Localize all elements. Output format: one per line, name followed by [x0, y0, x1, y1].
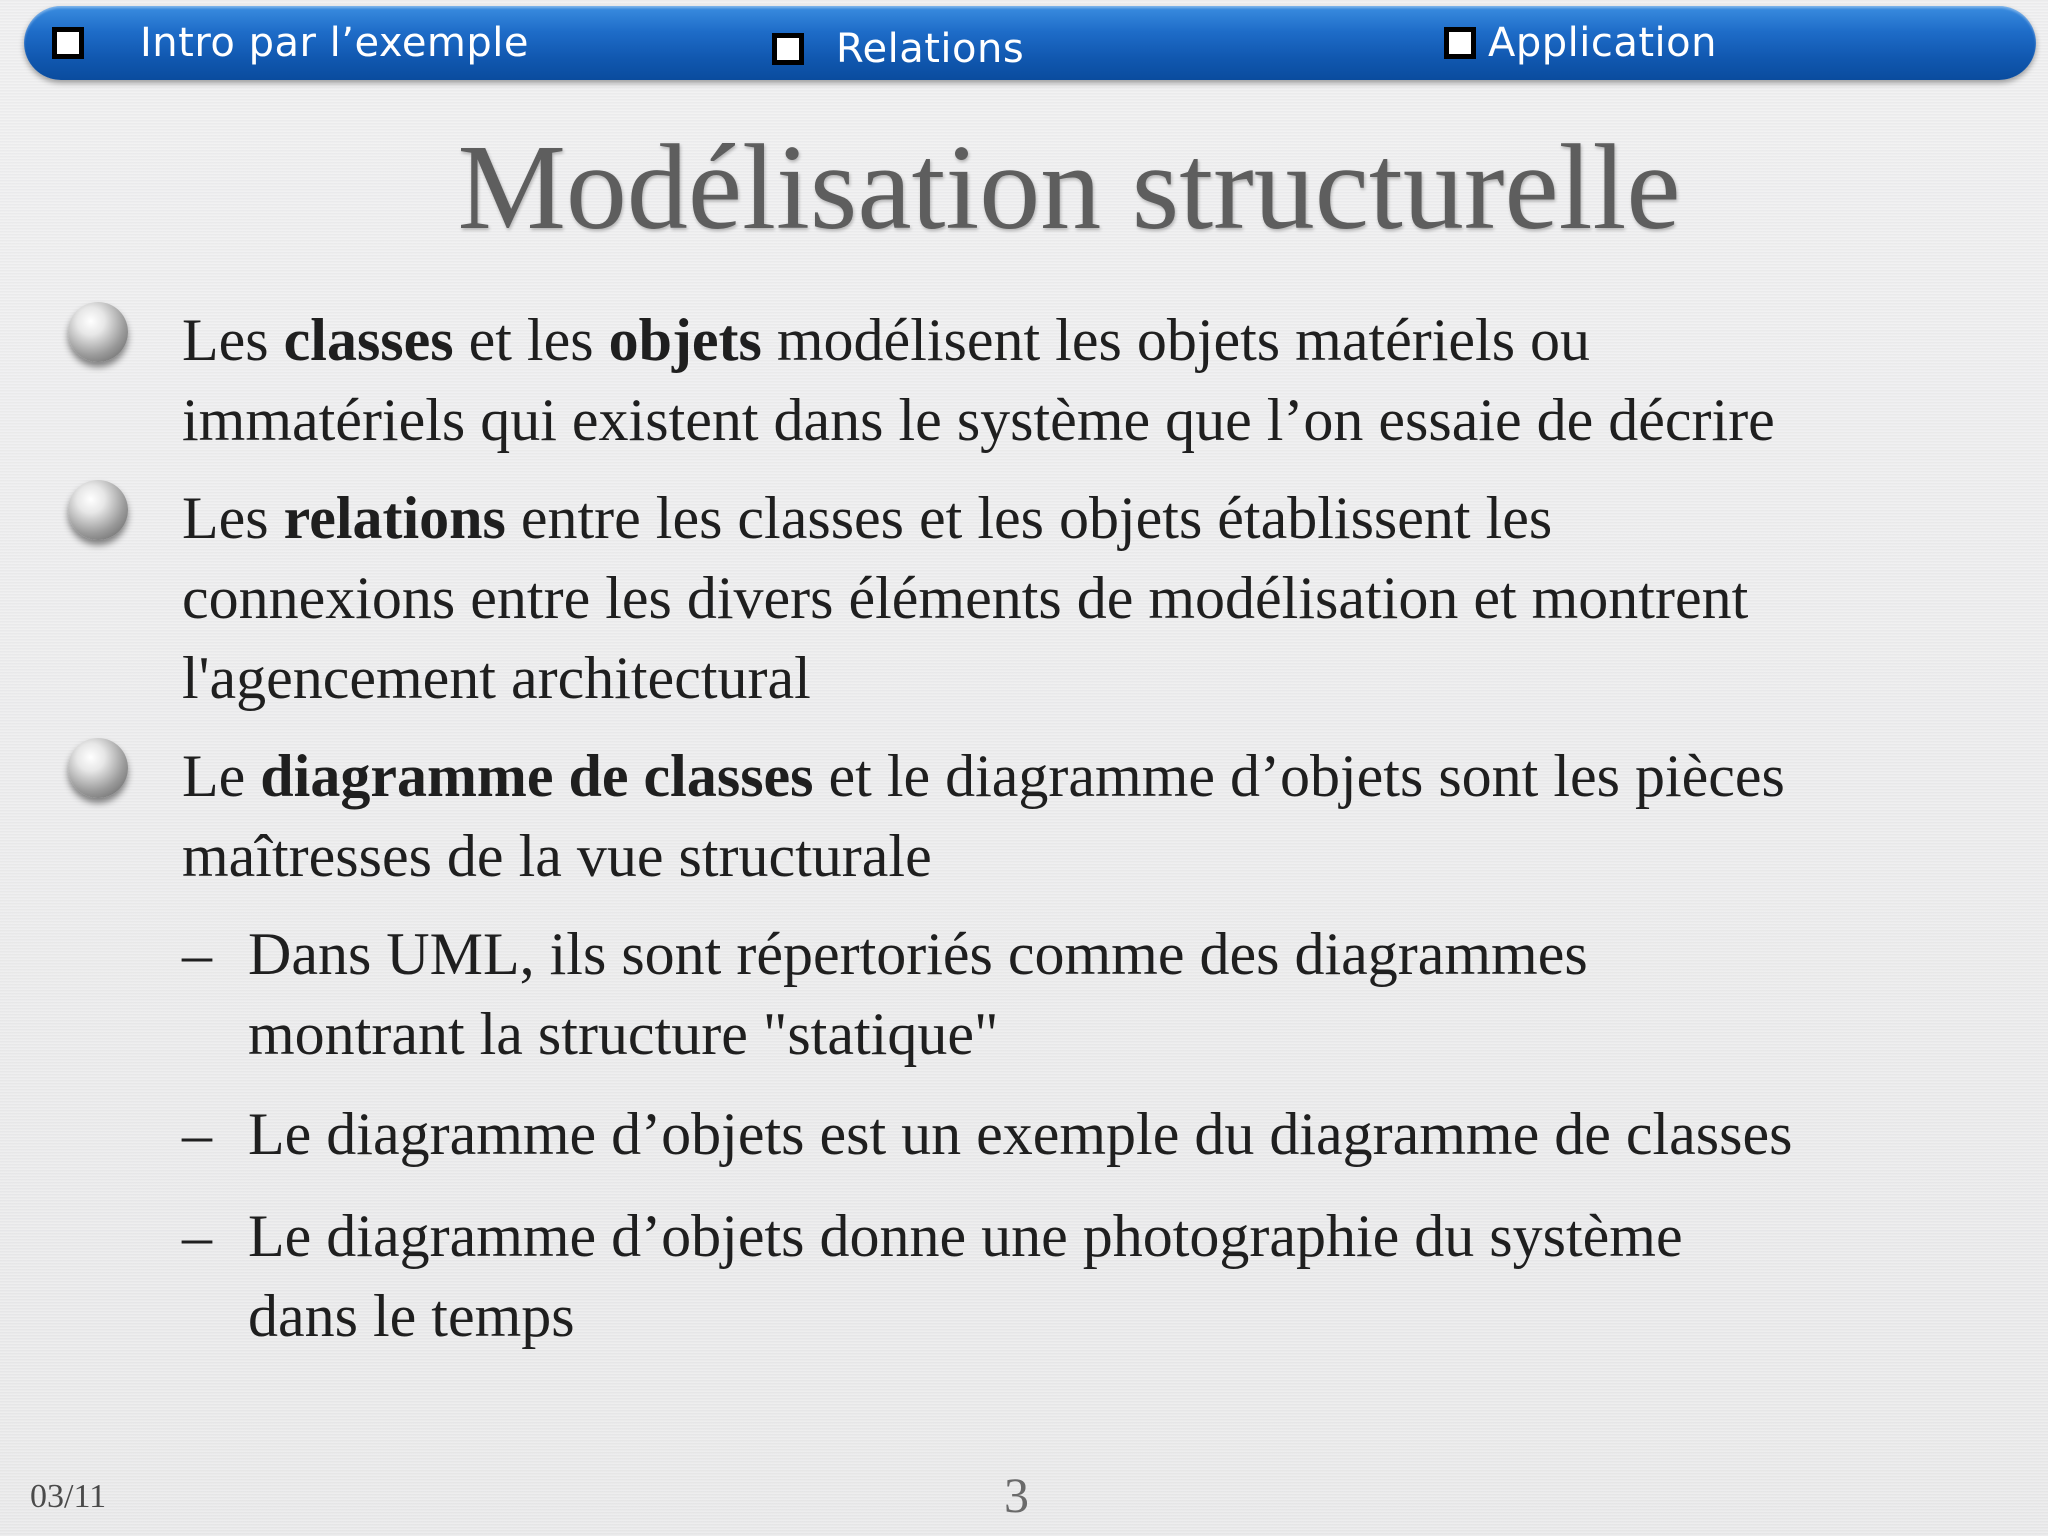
- dash-marker: –: [182, 921, 212, 987]
- text-run: et les: [453, 307, 609, 373]
- bullet-item: [182, 478, 2032, 718]
- bullet-line: [182, 638, 2032, 718]
- nav-item-label: Relations: [836, 26, 1025, 72]
- bullet-line: [182, 736, 2032, 816]
- sphere-bullet-icon: [68, 738, 128, 798]
- text-run: Les: [182, 307, 284, 373]
- section-nav-bar: [24, 6, 2036, 80]
- bullet-item: [182, 300, 2032, 460]
- text-run: et le diagramme d’objets sont les pièces: [813, 743, 1785, 809]
- checkbox-icon[interactable]: [52, 27, 84, 59]
- sphere-bullet-icon: [68, 302, 128, 362]
- text-run: immatériels qui existent dans le système que l’on essaie de décrire: [182, 387, 1775, 453]
- bullet-line: [182, 816, 2032, 896]
- sub-bullet-line: Dans UML, ils sont répertoriés comme des diagrammes: [248, 921, 1588, 987]
- slide-title: Modélisation structurelle: [457, 120, 1681, 255]
- sub-bullet-item: [182, 1196, 2032, 1356]
- bullet-line: [182, 300, 2032, 380]
- text-run: modélisent les objets matériels ou: [761, 307, 1591, 373]
- sphere-bullet-icon: [68, 480, 128, 540]
- bullet-line: [182, 478, 2032, 558]
- footer-date: 03/11: [30, 1478, 107, 1515]
- bullet-line: [182, 380, 2032, 460]
- text-run: Les: [182, 485, 284, 551]
- nav-item-intro[interactable]: [52, 6, 529, 80]
- text-run: Le: [182, 743, 261, 809]
- dash-marker: –: [182, 1101, 212, 1167]
- text-run: connexions entre les divers éléments de modélisation et montrent: [182, 565, 1749, 631]
- page-number: 3: [1004, 1467, 1029, 1523]
- nav-item-label: Intro par l’exemple: [140, 20, 530, 66]
- dash-marker: –: [182, 1203, 212, 1269]
- sub-bullet-line: montrant la structure "statique": [248, 1001, 999, 1067]
- bold-term: classes: [283, 307, 454, 373]
- bold-term: relations: [283, 485, 506, 551]
- text-run: l'agencement architectural: [182, 645, 811, 711]
- bold-term: diagramme de classes: [260, 743, 814, 809]
- nav-item-label: Application: [1488, 20, 1717, 66]
- sub-bullet-line: Le diagramme d’objets est un exemple du diagramme de classes: [248, 1101, 1793, 1167]
- checkbox-icon[interactable]: [772, 33, 804, 65]
- bold-term: objets: [608, 307, 762, 373]
- text-run: entre les classes et les objets établissent les: [505, 485, 1553, 551]
- bullet-line: [182, 558, 2032, 638]
- nav-item-application[interactable]: [1444, 6, 1717, 80]
- bullet-item: [182, 736, 2032, 896]
- sub-bullet-item: [182, 1094, 2032, 1174]
- sub-bullet-line: dans le temps: [248, 1283, 575, 1349]
- text-run: maîtresses de la vue structurale: [182, 823, 932, 889]
- checkbox-icon[interactable]: [1444, 27, 1476, 59]
- sub-bullet-item: [182, 914, 2032, 1074]
- sub-bullet-line: Le diagramme d’objets donne une photographie du système: [248, 1203, 1683, 1269]
- nav-item-relations[interactable]: [772, 12, 1024, 86]
